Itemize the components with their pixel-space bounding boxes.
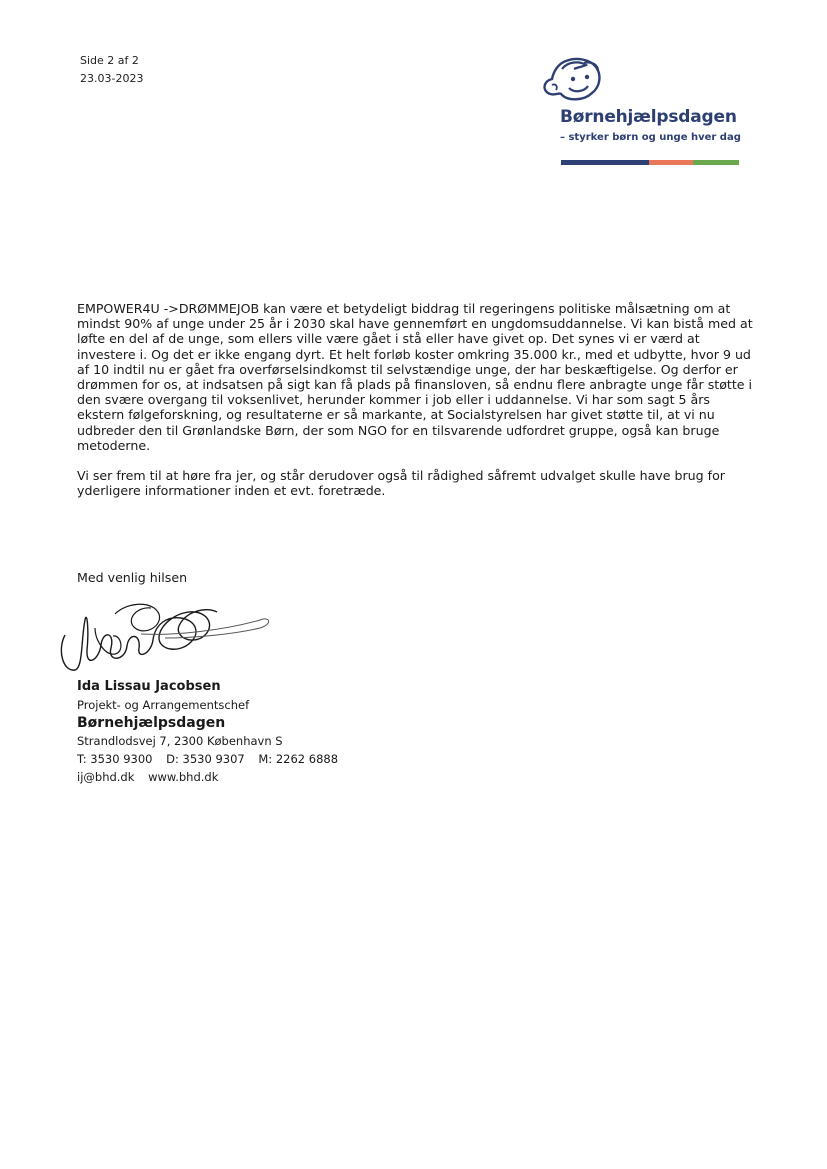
signer-organization: Børnehjælpsdagen (77, 715, 226, 731)
body-paragraph: Vi ser frem til at høre fra jer, og står derudover også til rådighed såfremt udvalget skulle have brug for yderligere informationer inden et evt. foretræde. (77, 468, 725, 499)
phone-main: T: 3530 9300 (77, 752, 153, 766)
page-number: Side 2 af 2 (80, 54, 139, 67)
signer-name: Ida Lissau Jacobsen (77, 679, 221, 694)
logo-tagline: – styrker børn og unge hver dag (560, 132, 741, 143)
logo-bar-green (693, 160, 739, 165)
website-link[interactable]: www.bhd.dk (148, 770, 219, 784)
logo-bar-orange (649, 160, 693, 165)
signer-title: Projekt- og Arrangementschef (77, 698, 250, 712)
web-line (77, 768, 338, 786)
letter-date: 23.03-2023 (80, 72, 144, 85)
closing-salutation: Med venlig hilsen (77, 570, 188, 585)
letter-body (77, 301, 757, 513)
child-face-logo-icon (540, 55, 610, 103)
page-meta (80, 52, 143, 88)
organization-logo (540, 55, 750, 175)
signer-address: Strandlodsvej 7, 2300 København S (77, 734, 283, 748)
logo-bar-blue (561, 160, 649, 165)
phone-line (77, 750, 338, 768)
signature-block (77, 678, 338, 786)
email-link[interactable]: ij@bhd.dk (77, 770, 135, 784)
phone-direct: D: 3530 9307 (166, 752, 245, 766)
handwritten-signature (55, 590, 275, 685)
logo-name: Børnehjælpsdagen (560, 107, 737, 127)
phone-mobile: M: 2262 6888 (258, 752, 339, 766)
body-paragraph: EMPOWER4U ->DRØMMEJOB kan være et betydeligt biddrag til regeringens politiske målsætning om at mindst 90% af unge under 25 år i 2030 skal have gennemført en ungdomsuddannelse. Vi kan bistå med at løfte en del af de unge, som ellers ville være gået i stå eller have givet op. Det synes vi er værd at investere i. Og det er ikke engang dyrt. Et helt forløb koster omkring 35.000 kr., med et udbytte, hvor 9 ud af 10 indtil nu er gået fra overførselsindkomst til selvstændige unge, der har beskæftigelse. Og derfor er drømmen for os, at indsatsen på sigt kan få plads på finansloven, så endnu flere anbragte unge får støtte i den svære overgang til voksenlivet, herunder kommer i job eller i uddannelse. Vi har som sagt 5 års ekstern følgeforskning, og resultaterne er så markante, at Socialstyrelsen har givet støtte til, at vi nu udbreder den til Grønlandske Børn, der som NGO for en tilsvarende udfordret gruppe, også kan bruge metoderne. (77, 301, 753, 453)
